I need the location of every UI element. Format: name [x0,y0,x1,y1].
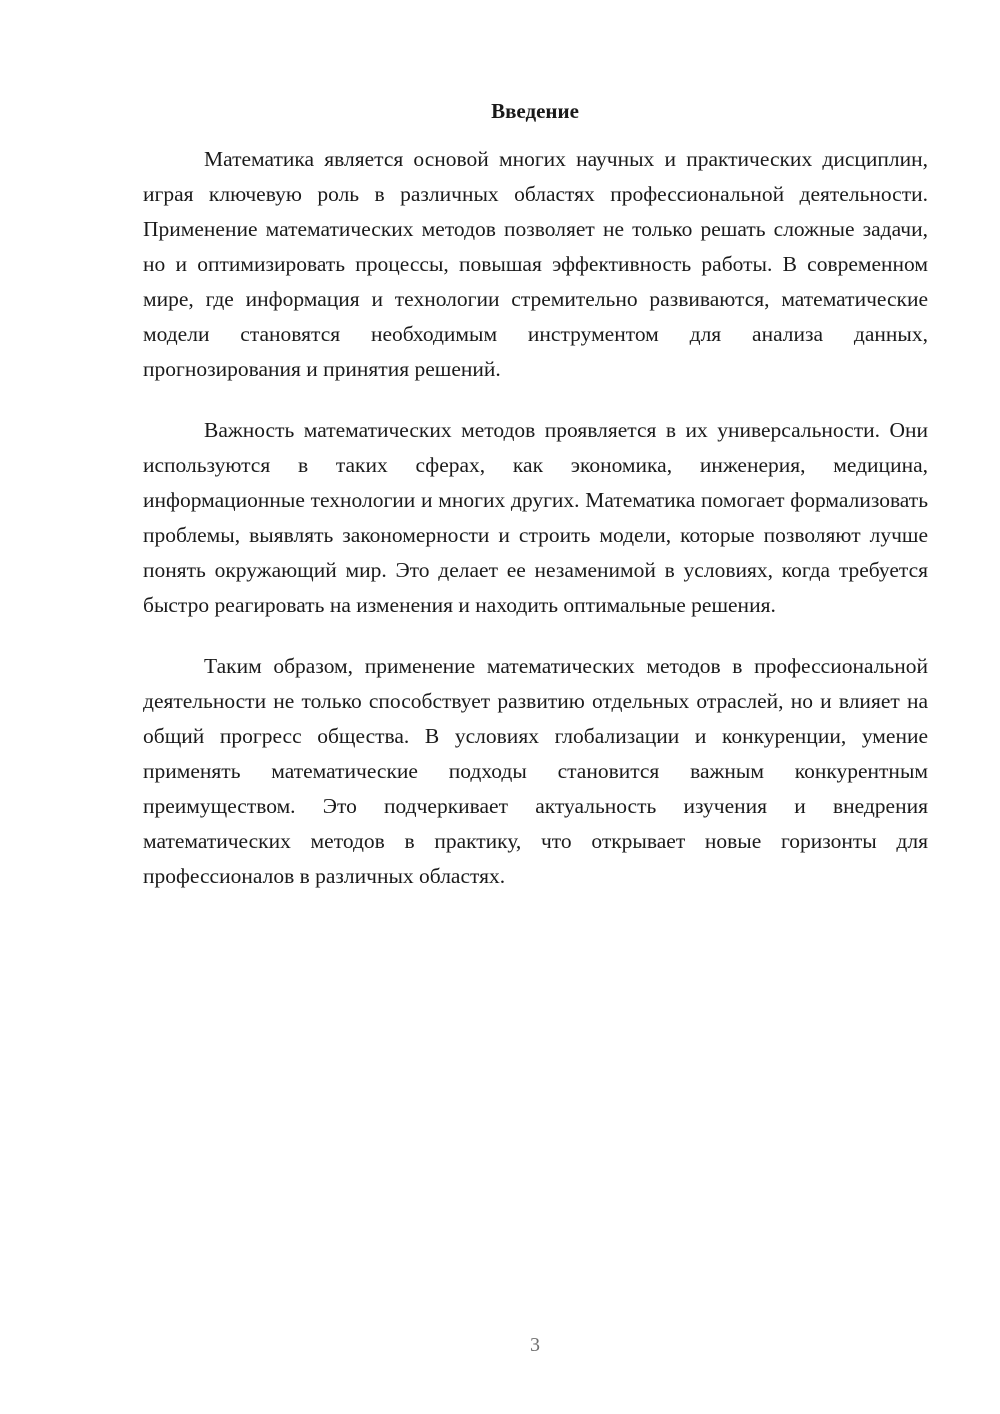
paragraph-1: Математика является основой многих научных и практических дисциплин, играя ключевую роль в различных областях профессиональной деятельности. Применение математических методов позволяет не только решать сложные задачи, но и оптимизировать процессы, повышая эффективность работы. В современном мире, где информация и технологии стремительно развиваются, математические модели становятся необходимым инструментом для анализа данных, прогнозирования и принятия решений. [143,147,928,381]
paragraph-2: Важность математических методов проявляется в их универсальности. Они используются в таких сферах, как экономика, инженерия, медицина, информационные технологии и многих других. Математика помогает формализовать проблемы, выявлять закономерности и строить модели, которые позволяют лучше понять окружающий мир. Это делает ее незаменимой в условиях, когда требуется быстро реагировать на изменения и находить оптимальные решения. [143,418,928,617]
body-text [143,142,928,920]
page-number: 3 [530,1334,540,1356]
section-heading: Введение [491,99,579,123]
paragraph-3: Таким образом, применение математических методов в профессиональной деятельности не только способствует развитию отдельных отраслей, но и влияет на общий прогресс общества. В условиях глобализации и конкуренции, умение применять математические подходы становится важным конкурентным преимуществом. Это подчеркивает актуальность изучения и внедрения математических методов в практику, что открывает новые горизонты для профессионалов в различных областях. [143,654,928,888]
